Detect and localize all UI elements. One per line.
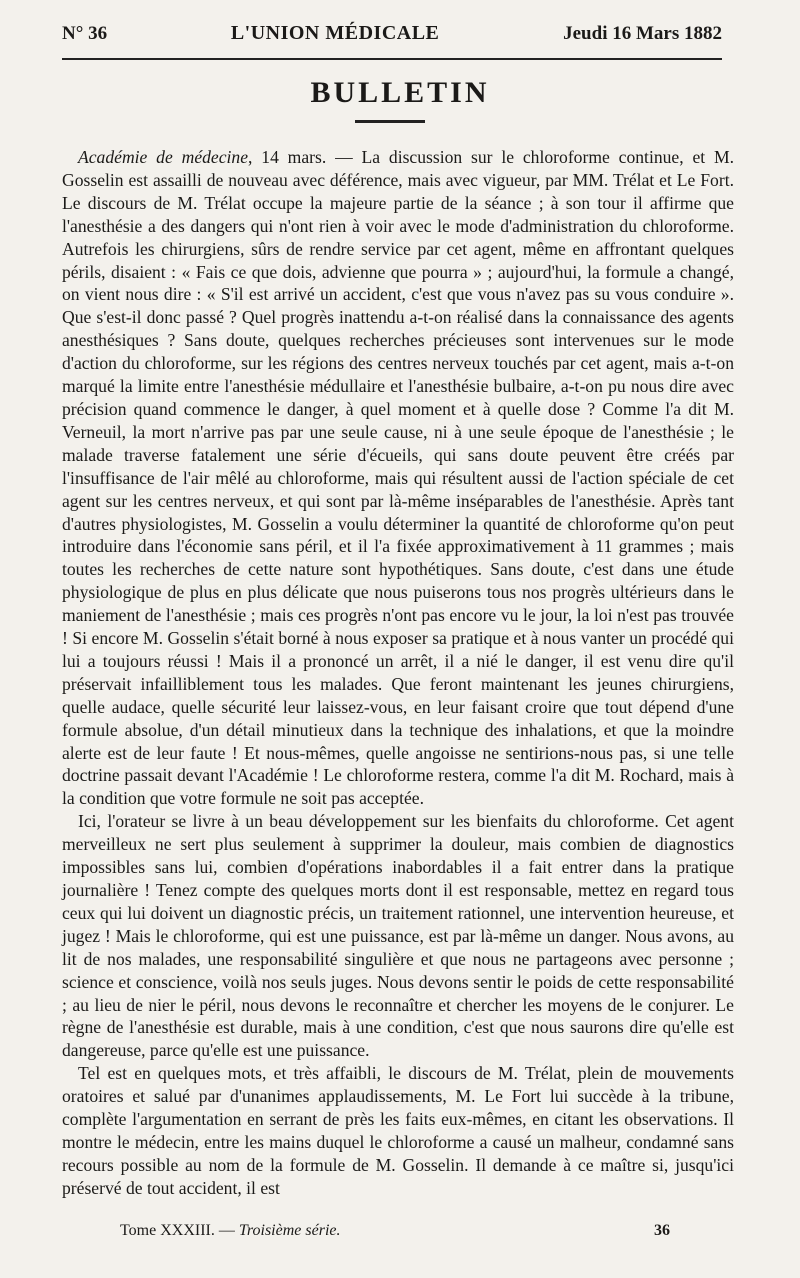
paragraph-3: Tel est en quelques mots, et très affaibli, le discours de M. Trélat, plein de mouvements oratoires et salué par d'unanimes applaudissements, M. Le Fort lui succède à la tribune, complète l'argumentation en serrant de près les faits eux-mêmes, en citant les observations. Il montre le médecin, entre les mains duquel le chloroforme a causé un malheur, condamné sans recours possible au nom de la formule de M. Gosselin. Il demande à ce maître si, jusqu'ici préservé de tout accident, il est bbox=[62, 1063, 734, 1198]
section-title: BULLETIN bbox=[310, 76, 490, 109]
running-header bbox=[62, 22, 722, 45]
issue-date: Jeudi 16 Mars 1882 bbox=[563, 23, 722, 44]
paragraph-1 bbox=[62, 146, 734, 810]
article-body bbox=[62, 146, 734, 1200]
lead-italic: Académie de médecine bbox=[78, 147, 249, 167]
issue-number: N° 36 bbox=[62, 23, 108, 44]
footer-volume bbox=[120, 1222, 340, 1240]
title-rule bbox=[355, 120, 425, 123]
footer-tome: Tome XXXIII. — bbox=[120, 1222, 235, 1239]
lead-rest: , 14 mars. — La discussion sur le chloroforme continue, et M. Gosselin est assailli de nouveau avec déférence, mais avec vigueur, par MM. Trélat et Le Fort. Le discours de M. Trélat occupe la majeure partie de la séance ; à son tour il affirme que l'anesthésie a des dangers qui n'ont rien à voir avec le mode d'administration du chloroforme. Autrefois les chirurgiens, sûrs de rendre service par cet agent, même en affrontant quelques périls, disaient : « Fais ce que dois, advienne que pourra » ; aujourd'hui, la formule a changé, on vient nous dire : « S'il est arrivé un accident, c'est que vous n'avez pas su vous conduire ». Que s'est-il donc passé ? Quel progrès inattendu a-t-on réalisé dans la connaissance des agents anesthésiques ? Sans doute, quelques recherches précieuses sont intervenues sur le mode d'action du chloroforme, sur les régions des centres nerveux touchés par cet agent, mais a-t-on marqué la limite entre l'anesthésie médullaire et l'anesthésie bulbaire, a-t-on pu nous dire avec précision quand commence le danger, à quel moment et à quelle dose ? Comme l'a dit M. Verneuil, la mort n'arrive pas par une seule cause, ni à une seule époque de l'anesthésie ; le malade traverse fatalement une série d'écueils, qui sans doute peuvent être créés par l'insuffisance de l'air mêlé au chloroforme, mais qui résultent aussi de l'action spéciale de cet agent sur les centres nerveux, et qui sont par là-même inséparables de l'anesthésie. Après tant d'autres physiologistes, M. Gosselin a voulu déterminer la quantité de chloroforme qu'on peut introduire dans l'économie sans péril, et il l'a fixée approximativement à 11 grammes ; mais toutes les recherches de cette nature sont hypothétiques. Sans doute, c'est dans une étude physiologique de plus en plus délicate que nous puiserons tous nos progrès ultérieurs dans le maniement de l'anesthésie ; mais ces progrès n'ont pas encore vu le jour, la loi n'est pas trouvée ! Si encore M. Gosselin s'était borné à nous exposer sa pratique et à nous vanter un procédé qui lui a toujours réussi ! Mais il a prononcé un arrêt, il a nié le danger, il est venu dire qu'il préservait infailliblement tous les malades. Que feront maintenant les jeunes chirurgiens, quelle audace, quelle sécurité leur laissez-vous, en leur faisant croire que tout dépend d'une formule absolue, d'un détail minutieux dans la technique des inhalations, et que la moindre alerte est de leur faute ! Et nous-mêmes, quelle angoisse ne sentirions-nous pas, si une telle doctrine passait devant l'Académie ! Le chloroforme restera, comme l'a dit M. Rochard, mais à la condition que votre formule ne soit pas acceptée. bbox=[62, 147, 735, 809]
page-footer bbox=[120, 1222, 670, 1240]
journal-title: L'UNION MÉDICALE bbox=[230, 22, 440, 44]
footer-serie: Troisième série. bbox=[238, 1222, 341, 1239]
paragraph-2: Ici, l'orateur se livre à un beau développement sur les bienfaits du chloroforme. Cet agent merveilleux ne sert plus seulement à supprimer la douleur, mais combien de diagnostics impossibles sans lui, combien d'opérations inabordables il a fait entrer dans la pratique journalière ! Tenez compte des quelques morts dont il est responsable, mettez en regard tous ceux qui lui doivent un diagnostic précis, un traitement rationnel, une intervention heureuse, et jugez ! Mais le chloroforme, qui est une puissance, est par là-même un danger. Nous avons, au lit de nos malades, une responsabilité singulière et que nous ne partageons avec personne ; science et conscience, voilà nos seuls juges. Nous devons sentir le poids de cette responsabilité ; au lieu de nier le péril, nous devons le reconnaître et chercher les moyens de le conjurer. Le règne de l'anesthésie est durable, mais à une condition, c'est que nous saurons dire qu'elle est dangereuse, parce qu'elle est une puissance. bbox=[62, 811, 734, 1061]
header-rule bbox=[62, 58, 722, 60]
page-number: 36 bbox=[654, 1222, 670, 1239]
